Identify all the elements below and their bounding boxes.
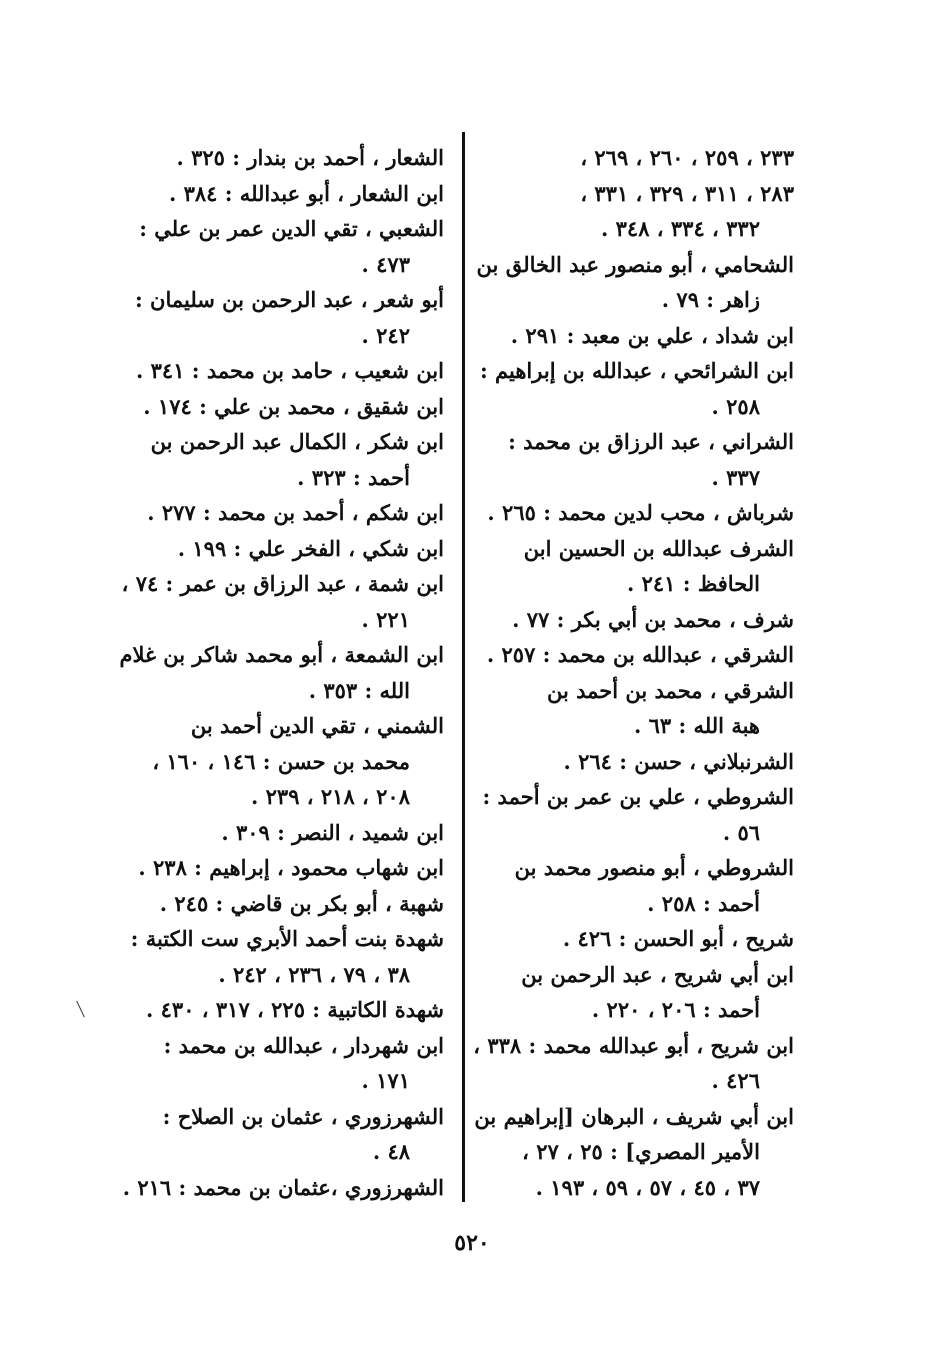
index-line: ابن شمة ، عبد الرزاق بن عمر : ٧٤ ، — [121, 571, 444, 596]
index-line: ابن شميد ، النصر : ٣٠٩ . — [221, 819, 444, 845]
index-line: ٢٠٨ ، ٢١٨ ، ٢٣٩ . — [251, 784, 410, 809]
index-line: ٣٣٧ . — [711, 464, 760, 490]
index-line: شريح ، أبو الحسن : ٤٢٦ . — [562, 926, 794, 951]
index-line: شهبة ، أبو بكر بن قاضي : ٢٤٥ . — [159, 890, 444, 916]
index-line: الشروطي ، علي بن عمر بن أحمد : — [482, 784, 794, 809]
index-line: الحافظ : ٢٤١ . — [626, 571, 760, 596]
index-line: ابن الشمعة ، أبو محمد شاكر بن غلام — [119, 642, 444, 667]
index-line: الشرقي ، محمد بن أحمد بن — [546, 677, 794, 703]
index-line: ٢٣٣ ، ٢٥٩ ، ٢٦٠ ، ٢٦٩ ، — [580, 145, 794, 170]
index-line: الشهرزوري ،عثمان بن محمد : ٢١٦ . — [122, 1174, 444, 1200]
index-line: ٢٨٣ ، ٣١١ ، ٣٢٩ ، ٣٣١ ، — [580, 180, 794, 206]
index-line: الشهرزوري ، عثمان بن الصلاح : — [162, 1103, 444, 1129]
index-line: ابن شهاب محمود ، إبراهيم : ٢٣٨ . — [138, 855, 444, 880]
index-column-right — [473, 140, 794, 1210]
index-column-left — [119, 140, 444, 1210]
margin-mark — [76, 1001, 85, 1018]
index-line: ٣٣٢ ، ٣٣٤ ، ٣٤٨ . — [601, 216, 760, 241]
index-line: ابن شقيق ، محمد بن علي : ١٧٤ . — [143, 393, 444, 419]
index-line: ابن الشرائحي ، عبدالله بن إبراهيم : — [479, 358, 794, 383]
index-line: ابن شكم ، أحمد بن محمد : ٢٧٧ . — [147, 500, 444, 525]
index-line: ابن شهردار ، عبدالله بن محمد : — [163, 1032, 444, 1058]
index-line: أحمد : ٢٥٨ . — [647, 890, 760, 916]
index-line: الشعار ، أحمد بن بندار : ٣٢٥ . — [176, 145, 444, 170]
index-line: أحمد : ٣٢٣ . — [297, 464, 410, 490]
index-line: ابن أبي شريف ، البرهان [إبراهيم بن — [474, 1103, 794, 1129]
index-line: ٣٧ ، ٤٥ ، ٥٧ ، ٥٩ ، ١٩٣ . — [535, 1174, 760, 1200]
index-line: الشراني ، عبد الرزاق بن محمد : — [508, 429, 794, 454]
index-line: ابن شريح ، أبو عبدالله محمد : ٣٣٨ ، — [473, 1032, 794, 1058]
page-number: ٥٢٠ — [454, 1230, 490, 1256]
index-line: ٤٧٣ . — [361, 251, 410, 277]
index-line: الشروطي ، أبو منصور محمد بن — [514, 855, 794, 880]
index-line: ابن أبي شريح ، عبد الرحمن بن — [521, 961, 794, 987]
index-line: أحمد : ٢٠٦ ، ٢٢٠ . — [591, 997, 760, 1022]
index-line: ابن شكر ، الكمال عبد الرحمن بن — [150, 429, 444, 454]
index-line: شهدة بنت أحمد الأبري ست الكتبة : — [130, 926, 444, 951]
index-line: أبو شعر ، عبد الرحمن بن سليمان : — [134, 287, 444, 312]
index-line: الشعبي ، تقي الدين عمر بن علي : — [139, 216, 444, 241]
index-line: الله : ٣٥٣ . — [308, 677, 410, 703]
index-line: ابن شداد ، علي بن معبد : ٢٩١ . — [510, 322, 794, 348]
index-line: الأمير المصري] : ٢٥ ، ٢٧ ، — [522, 1139, 760, 1164]
column-divider — [462, 132, 465, 1202]
index-line: الشرقي ، عبدالله بن محمد : ٢٥٧ . — [486, 642, 794, 667]
index-line: الشرنبلاني ، حسن : ٢٦٤ . — [563, 748, 794, 774]
index-line: محمد بن حسن : ١٤٦ ، ١٦٠ ، — [152, 748, 410, 774]
index-line: ٤٨ . — [372, 1139, 410, 1164]
index-line: ابن شكي ، الفخر علي : ١٩٩ . — [177, 535, 444, 561]
index-line: هبة الله : ٦٣ . — [634, 713, 760, 738]
index-line: زاهر : ٧٩ . — [661, 287, 760, 312]
index-line: ٢٥٨ . — [711, 393, 760, 419]
index-line: شهدة الكاتبية : ٢٢٥ ، ٣١٧ ، ٤٣٠ . — [146, 997, 444, 1022]
index-line: الشحامي ، أبو منصور عبد الخالق بن — [476, 251, 794, 277]
index-line: ٣٨ ، ٧٩ ، ٢٣٦ ، ٢٤٢ . — [218, 961, 410, 987]
index-line: ٢٤٢ . — [361, 322, 410, 348]
index-line: ابن شعيب ، حامد بن محمد : ٣٤١ . — [136, 358, 444, 383]
index-line: الشمني ، تقي الدين أحمد بن — [190, 713, 444, 738]
index-line: ٥٦ . — [722, 819, 760, 845]
index-line: شرف ، محمد بن أبي بكر : ٧٧ . — [512, 606, 794, 632]
index-line: ١٧١ . — [361, 1068, 410, 1093]
index-line: الشرف عبدالله بن الحسين ابن — [523, 535, 794, 561]
index-line: ٤٢٦ . — [711, 1068, 760, 1093]
index-line: ابن الشعار ، أبو عبدالله : ٣٨٤ . — [168, 180, 444, 206]
index-line: شرباش ، محب لدين محمد : ٢٦٥ . — [487, 500, 794, 525]
index-line: ٢٢١ . — [361, 606, 410, 632]
